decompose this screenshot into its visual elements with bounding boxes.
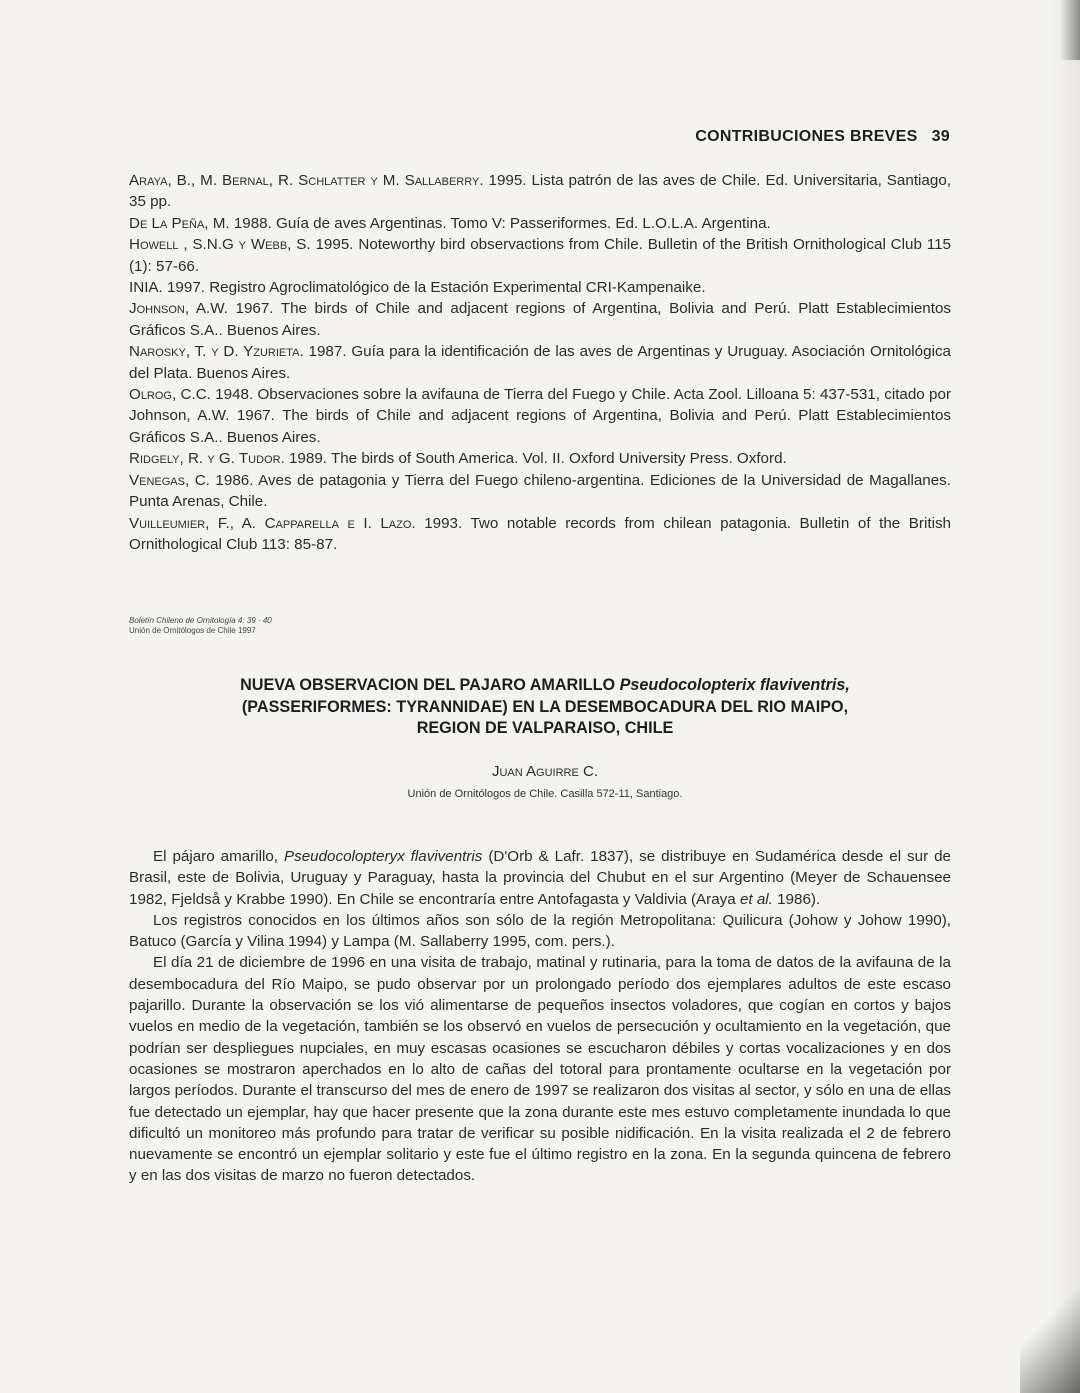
reference-authors: Araya, B., M. Bernal, R. Schlatter y M. Sallaberry. xyxy=(129,172,484,189)
publisher-citation: Unión de Ornitólogos de Chile 1997 xyxy=(129,626,256,635)
reference-authors: Ridgely, R. y G. Tudor. xyxy=(129,450,285,468)
et-al: et al. xyxy=(739,890,773,908)
reference-text: 1995. Noteworthy bird observactions from Chile. Bulletin of the British Ornithological Club 115 (1): 57-66. xyxy=(129,236,951,275)
reference-text: 1988. Guía de aves Argentinas. Tomo V: Passeriformes. Ed. L.O.L.A. Argentina. xyxy=(229,214,771,232)
reference-authors: INIA. xyxy=(129,279,163,297)
page-number: 39 xyxy=(931,128,950,145)
journal-citation: Boletín Chileno de Ornitología 4: 39 - 40 xyxy=(129,616,272,625)
reference-text: 1997. Registro Agroclimatológico de la Estación Experimental CRI-Kampenaike. xyxy=(162,279,706,297)
reference-authors: Vuilleumier, F., A. Capparella e I. Lazo. xyxy=(129,514,416,532)
species-name: Pseudocolopteryx flaviventris xyxy=(283,848,483,865)
reference-text: 1967. The birds of Chile and adjacent regions of Argentina, Bolivia and Perú. Platt Establecimientos Gráficos S.A.. Buenos Aires. xyxy=(129,300,951,339)
title-line-1 xyxy=(160,675,930,697)
reference-text: 1989. The birds of South America. Vol. II. Oxford University Press. Oxford. xyxy=(284,450,787,468)
author-affiliation: Unión de Ornitólogos de Chile. Casilla 572-11, Santiago. xyxy=(407,788,683,800)
reference-entry xyxy=(129,513,951,556)
reference-entry xyxy=(129,384,951,448)
scan-corner-shadow xyxy=(1020,1273,1080,1393)
body-paragraph: El día 21 de diciembre de 1996 en una visita de trabajo, matinal y rutinaria, para la toma de datos de la avifauna de la desembocadura del Río Maipo, se pudo observar por un prolongado período dos ejemplares adultos de este escaso pajarillo. Durante la observación se los vió alimentarse de pequeños insectos voladores, que cogían en cortos y bajos vuelos en medio de la vegetación, también se los observó en vuelos de persecución y ocultamiento en la vegetación, que podrían ser despliegues nupciales, en muy escasas ocasiones se escucharon débiles y cortas vocalizaciones y en dos ocasiones se mostraron aperchados en lo alto de cañas del totoral para prontamente ocultarse en la vegetación por largos períodos. Durante el transcurso del mes de enero de 1997 se realizaron dos visitas al sector, y sólo en una de ellas fue detectado un ejemplar, hay que hacer presente que la zona durante este mes estuvo completamente inundada lo que dificultó un monitoreo más profundo para tratar de verificar su posible nidificación. En la visita realizada el 2 de febrero nuevamente se encontró un ejemplar solitario y este fue el último registro en la zona. En la segunda quincena de febrero y en las dos visitas de marzo no fueron detectados. xyxy=(129,954,951,1185)
title-text: NUEVA OBSERVACION DEL PAJARO AMARILLO xyxy=(240,676,620,694)
reference-authors: De La Peña, M. xyxy=(129,214,230,232)
scan-edge-shadow xyxy=(1050,0,1080,1393)
section-title: CONTRIBUCIONES BREVES xyxy=(695,128,918,145)
reference-authors: Howell , S.N.G y Webb, S. xyxy=(129,236,311,254)
body-text: El pájaro amarillo, xyxy=(153,848,284,865)
article-body xyxy=(129,846,951,1187)
body-text: (D'Orb & Lafr. 1837), se distribuye en Sudamérica desde el sur de Brasil, este de Bolivia, Uruguay y Paraguay, hasta la provincia del Chubut en el sur Argentino (Meyer de Schauensee 1982, Fjeldså y Krabbe 1990). En Chile se encontraría entre Antofagasta y Valdivia (Araya xyxy=(129,848,951,908)
reference-text: 1986. Aves de patagonia y Tierra del Fuego chileno-argentina. Ediciones de la Universidad de Magallanes. Punta Arenas, Chile. xyxy=(129,471,951,511)
reference-text: 1948. Observaciones sobre la avifauna de Tierra del Fuego y Chile. Acta Zool. Lilloana 5: 437-531, citado por Johnson, A.W. 1967. The birds of Chile and adjacent regions of Argentina, Bolivia and Perú. Platt Establecimientos Gráficos S.A.. Buenos Aires. xyxy=(129,386,951,446)
reference-entry xyxy=(129,341,951,384)
reference-entry xyxy=(129,277,951,298)
source-citation xyxy=(129,616,272,636)
reference-entry xyxy=(129,470,951,513)
scan-top-shadow xyxy=(1060,0,1080,60)
body-paragraph xyxy=(129,846,951,910)
body-text: 1986). xyxy=(772,890,821,908)
reference-text: 1995. Lista patrón de las aves de Chile. Ed. Universitaria, Santiago, 35 pp. xyxy=(129,172,951,211)
title-line-3: REGION DE VALPARAISO, CHILE xyxy=(416,719,674,737)
reference-authors: Johnson, A.W. xyxy=(129,300,228,318)
title-line-2: (PASSERIFORMES: TYRANNIDAE) EN LA DESEMBOCADURA DEL RIO MAIPO, xyxy=(241,697,849,716)
reference-entry xyxy=(129,234,951,277)
title-species: Pseudocolopterix flaviventris, xyxy=(619,676,850,694)
reference-authors: Narosky, T. y D. Yzurieta. xyxy=(129,343,304,361)
body-paragraph: Los registros conocidos en los últimos años son sólo de la región Metropolitana: Quilicura (Johow y Johow 1990), Batuco (García y Vilina 1994) y Lampa (M. Sallaberry 1995, com. pers.). xyxy=(129,911,951,951)
reference-text: 1993. Two notable records from chilean patagonia. Bulletin of the British Ornithological Club 113: 85-87. xyxy=(129,514,951,553)
reference-authors: Olrog, C.C. xyxy=(129,386,211,404)
running-head xyxy=(695,128,950,146)
reference-entry xyxy=(129,213,951,234)
reference-authors: Venegas, C. xyxy=(129,471,210,489)
reference-entry xyxy=(129,298,951,341)
reference-entry xyxy=(129,170,951,213)
reference-list xyxy=(129,170,951,555)
reference-entry xyxy=(129,448,951,469)
reference-text: 1987. Guía para la identificación de las aves de Argentinas y Uruguay. Asociación Ornitológica del Plata. Buenos Aires. xyxy=(129,343,951,382)
article-title xyxy=(160,675,930,740)
article-author: Juan Aguirre C. xyxy=(491,763,599,780)
